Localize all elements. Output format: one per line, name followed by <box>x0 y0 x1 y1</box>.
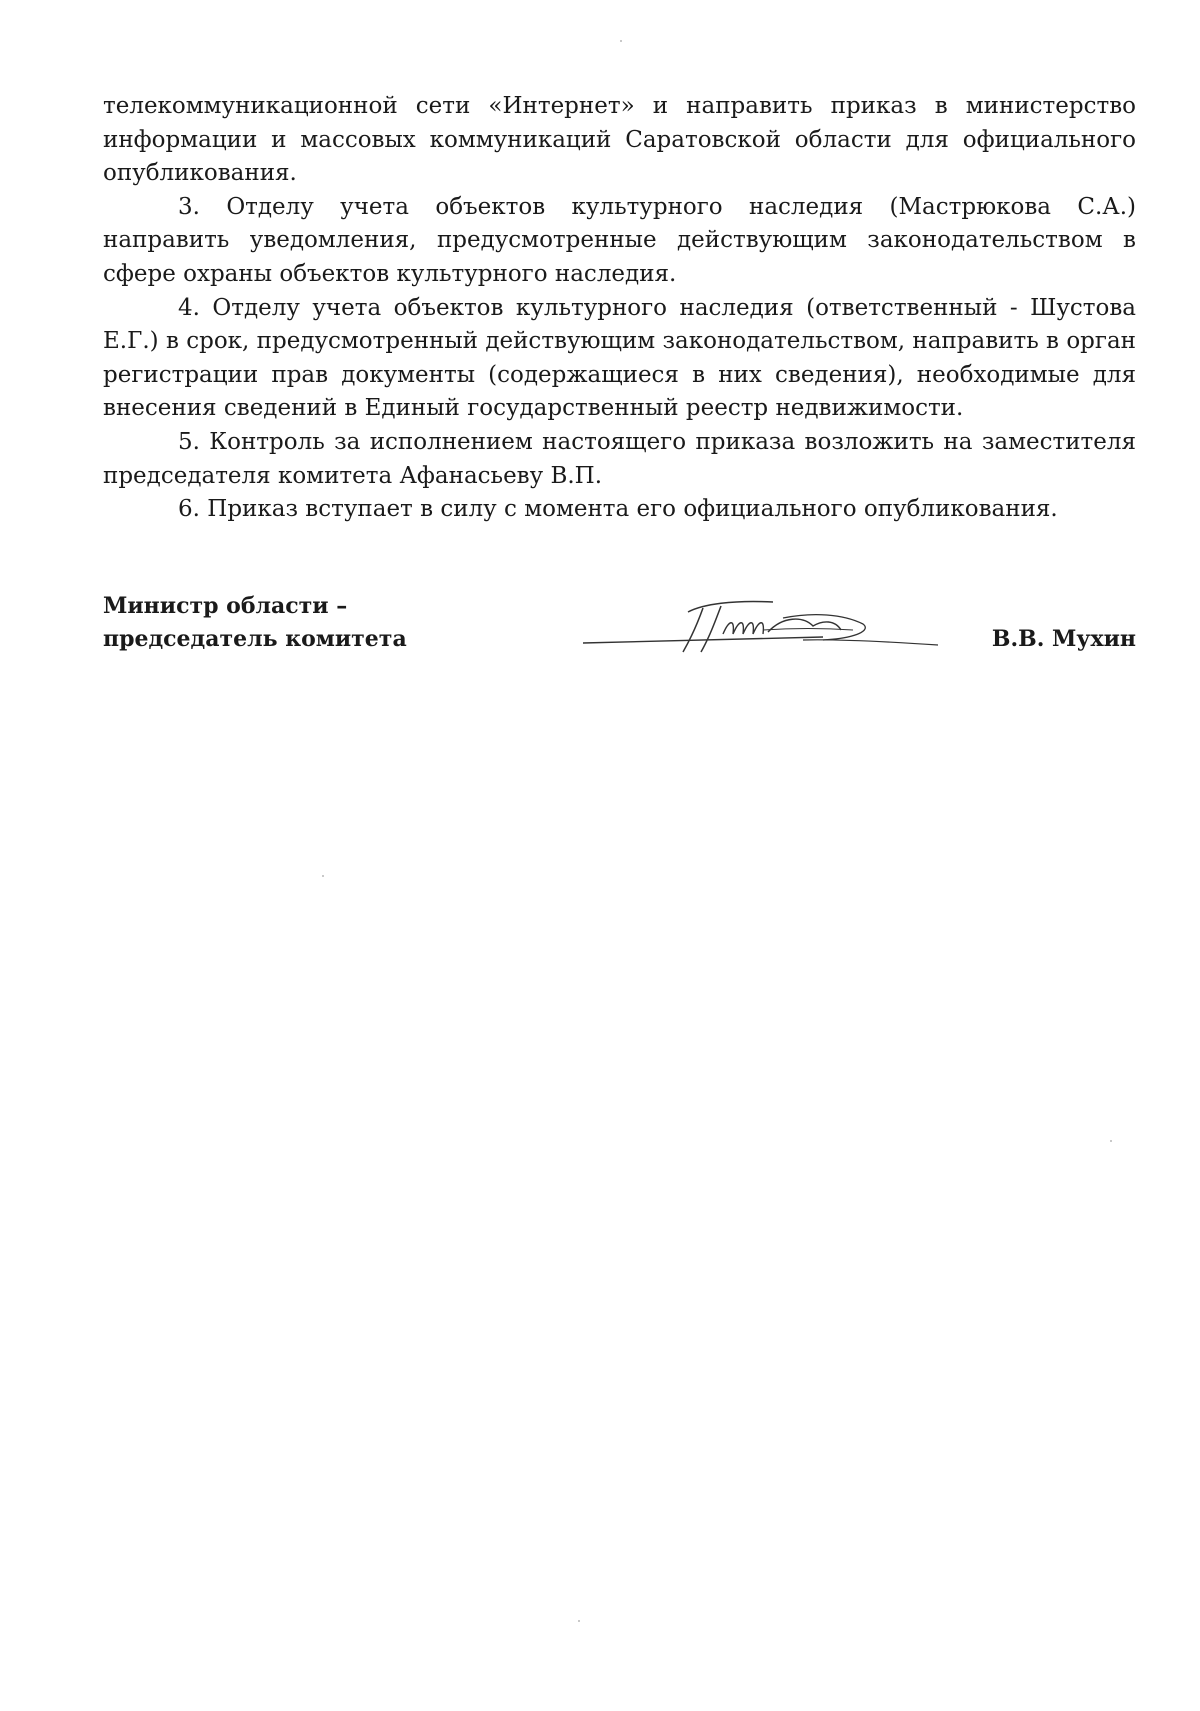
signatory-title-line-1: Министр области – <box>103 593 348 619</box>
handwritten-signature <box>573 590 943 670</box>
signatory-title <box>103 590 407 656</box>
scan-speck <box>322 875 324 877</box>
scan-speck <box>620 40 622 42</box>
signatory-title-line-2: председатель комитета <box>103 626 407 652</box>
paragraph-item-4: 4. Отделу учета объектов культурного наследия (ответственный - Шустова Е.Г.) в срок, предусмотренный действующим законодательством, направить в орган регистрации прав документы (содержащиеся в них сведения), необходимые для внесения сведений в Единый государственный реестр недвижимости. <box>103 294 1136 422</box>
paragraph-item-6: 6. Приказ вступает в силу с момента его официального опубликования. <box>178 496 1058 523</box>
document-body <box>103 90 1136 527</box>
signature-block <box>103 590 1136 670</box>
paragraph-item-3: 3. Отделу учета объектов культурного наследия (Мастрюкова С.А.) направить уведомления, предусмотренные действующим законодательством в сфере охраны объектов культурного наследия. <box>103 193 1136 287</box>
paragraph-item-5: 5. Контроль за исполнением настоящего приказа возложить на заместителя председателя комитета Афанасьеву В.П. <box>103 428 1136 489</box>
scan-speck <box>578 1620 580 1622</box>
signatory-name: В.В. Мухин <box>991 626 1136 652</box>
paragraph-continuation: телекоммуникационной сети «Интернет» и направить приказ в министерство информации и массовых коммуникаций Саратовской области для официального опубликования. <box>103 93 1136 187</box>
scan-speck <box>1110 1140 1112 1142</box>
